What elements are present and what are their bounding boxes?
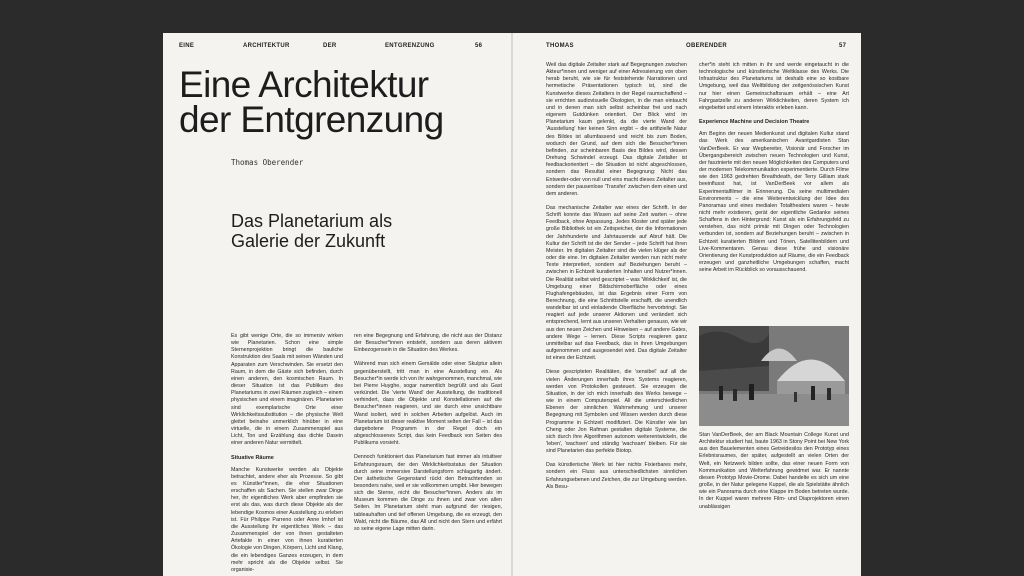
text-column-2 [699, 62, 849, 320]
paragraph: Am Beginn der neuen Medienkunst und digitalen Kultur stand das Werk des amerikanischen Avantgardisten Stan VanDerBeek. Er war Wegbereiter, Visionär und Forscher im Übergangsbereich zwischen neuen Technologien und Kunst, der faszinierte mit den neuen Möglichkeiten des Computers und der modernen Telekommunikation experimentierte. Durch Filme wie den 1963 gedrehten Breathdeath, der Terry Gilliam stark beeinflusst hat, ist VanDerBeek vor allem als Experimentalfilmer in Erinnerung. Da seine multimedialen Environments – die eine Weiterentwicklung der Idee des Panoramas und eines medialen Totaltheaters waren – heute nicht mehr existieren, gerät der eigentliche Gedanke seines Schaffens in den Hintergrund: Kunst als ein Erfahrungsfeld zu verstehen, das nicht primär mit Dingen oder Technologien verbunden ist, sondern auf Beziehungen beruht – zwischen in Echtzeit kuratierten Bildern und Tönen, Satellitenbildern und Live-Kommentaren. Genau diese frühe und visionäre Orientierung der Kunstproduktion auf Räume, die ein Feedback erzeugen und ganzheitliche Umgebungen schaffen, macht seine Arbeit im Rückblick so vorausschauend. [699, 131, 849, 274]
paragraph: Stan VanDerBeek, der am Black Mountain College Kunst und Architektur studiert hat, baute 1963 in Stony Point bei New York aus den Bauelementen eines Getreidesilos den Prototyp eines Erlebnisraumes, der später, aufgestellt an vielen Orten der Welt, ein Netzwerk bilden sollte, das einer neuen Form von Kommunikation und Welterfahrung gewidmet war. Er nannte diesen Prototyp Movie-Drome. Dabei handelte es sich um eine große, in der Natur gelegene Kuppel, die als Spielstätte ähnlich wie ein Panorama durch eine Klappe im Boden betreten wurde. In der Kuppel waren mehrere Film- und Diaprojektoren einen unablässigen [699, 432, 849, 510]
section-heading: Situative Räume [231, 454, 274, 461]
title-line: Eine Architektur [179, 64, 429, 105]
title-line: der Entgrenzung [179, 99, 444, 140]
article-subtitle [231, 211, 392, 251]
paragraph: Das künstlerische Werk ist hier nichts Fixierbares mehr, sondern ein Fluss aus unterschiedlichsten sinnlichen Erfahrungsebenen und Zeichen, die zur Umgebung werden. Als Besu- [546, 462, 687, 490]
author-name: Thomas Oberender [231, 158, 304, 167]
paragraph: Während man sich einem Gemälde oder einer Skulptur allein gegenüberstellt, tritt man in eine Ausstellung ein. Als Besucher*in werde ich von ihr wahrgenommen, manchmal, wie bei Pierre Huyghe, sogar namentlich begrüßt und als Gast verkündet. Die 'vierte Wand' der Ausstellung, die traditionell verhindert, dass die Objekte und Konstellationen auf die Besucher*innen reagieren, und sie durch eine unsichtbare Wand isoliert, wird in solchen Arbeiten aufgelöst. Auch im Planetarium ist dieser reaktive Moment selten der Fall – ist das dargebotene Programm in der Regel doch ein abgeschlossenes Script, das kein Feedback von Seiten des Publikums vorsieht. [354, 361, 502, 447]
text-column-2 [354, 333, 502, 576]
subtitle-line: Galerie der Zukunft [231, 231, 386, 251]
running-head-word: ENTGRENZUNG [385, 43, 435, 49]
paragraph: Das mechanische Zeitalter war eines der Schrift. In der Schrift konnte das Wissen auf seine Zeit warten – ohne Feedback, ohne Anpassung. Jedes Kloster und später jede große Bibliothek ist ein Zeitspeicher, der die Informationen der Jahrhunderte und Jahrtausende auf Abruf hält. Die Kultur der Schrift ist die der Sender – jede Schrift hat ihren Meister. Im digitalen Zeitalter sind die vielen klüger als der oder die eine. Im digitalen Zeitalter werden nun nicht mehr Texte interpretiert, sondern auf Beziehungen beruht – zwischen in Echtzeit kuratierten Inhalten und Nutzer*innen. Die Realität selbst wird gescriptet – was 'Wirklichkeit' ist, die Umgebung einer Bildschirmoberfläche oder eines Flughafengebäudes, ist das Ergebnis einer Form von Berechnung, die eine Schnittstelle erschafft, die unendlich wandelbar ist und einladende Oberfläche hervorbringt. Sie reagiert auf jede unserer Aktionen und verändert sich entsprechend, lernt aus unseren Verhalten genauso, wie wir aus den neuen Zeichen und Hinweisen – auf andere Gates, andere Wege – lernen. Diese Scripts reagieren ganz unmittelbar auf das Feedback, das in ihren Umgebungen aufgenommen und ausgesendet wird. Das digitale Zeitalter ist eines der Echtzeit. [546, 204, 687, 362]
paragraph: Manche Kunstwerke werden als Objekte betrachtet, andere eher als Prozesse. So gibt es Künstler*innen, die eher Situationen erschaffen als Sachen. Sie stellen zwar Dinge her, ihr eigentliches Werk aber empfinden sie erst als das, was durch diese Objekte als der lebendige Kosmos einer Ausstellung zu erleben ist. Für Philippe Parreno oder Anne Imhof ist die Ausstellung ihr eigentliches Werk – das Zusammenspiel der von ihnen gestalteten Artefakte in einer von ihnen kuratierten Ökologie von Dingen, Körpern, Licht und Klang, die ein lebendiges Ganzes erzeugen, in dem mehr spricht als die Objekte selbst. Sie organisie- [231, 466, 343, 573]
page-number: 56 [475, 43, 483, 49]
section-heading: Experience Machine und Decision Theatre [699, 119, 810, 126]
text-column-1 [231, 333, 343, 576]
photo-illustration [699, 326, 849, 426]
running-head-word: DER [323, 43, 337, 49]
archival-photo [699, 326, 849, 426]
paragraph: Dennoch funktioniert das Planetarium fast immer als intuitiver Erfahrungsraum, der den Wirklichkeitsstatus der Situation durch seine immersive Darstellungsform schlagartig ändert. Der ästhetische Gegenstand rückt den Betrachtenden so besonders nahe, weil er sie vollkommen umgibt. Hier bewegen sich die Sterne, nicht die Besucher*innen. Anders als im Museum kommen die Dinge zu ihnen und zwar von allen Seiten. Im Planetarium steht man aufgrund der riesigen, tableauhaften und tief offenen Umgebung, die es erzeugt, den Wald, nicht die Bäume, das All und nicht den Stern und erfährt so seine eigene Lage mitten darin. [354, 454, 502, 532]
running-head-word: THOMAS [546, 43, 574, 49]
running-head-word: ARCHITEKTUR [243, 43, 290, 49]
running-head-word: EINE [179, 43, 195, 49]
article-title [179, 64, 509, 140]
page-number: 57 [839, 43, 847, 49]
subtitle-line: Das Planetarium als [231, 211, 393, 231]
paragraph: cher*in steht ich mitten in ihr und werde eingetaucht in die technologische und künstlerische Weltklasse des Werks. Die Infrastruktur des Planetariums ist deshalb eine so kostbare Umgebung, weil das Weltbildung der zeitgenössischen Kunst nur hier einen Gemeinschaftsraum erhält – eine Art Fahrgastzelle zu anderen Wirklichkeiten, deren System ich eingebettet und einem Interaktiv erleben kann. [699, 62, 849, 111]
text-column-1 [546, 62, 687, 576]
paragraph: ren eine Begegnung und Erfahrung, die nicht aus der Distanz der Besucher*innen entsteht, sondern aus deren aktivem Einbezogensein in die Situation des Werkes. [354, 333, 502, 354]
paragraph: Weil das digitale Zeitalter stark auf Begegnungen zwischen Akteur*innen und weniger auf einer Adressierung von oben herab beruht, wie sie für feststehende Narrationen und hermetische Präsentationen typisch ist, sind die Kunstwerke dieses Zeitalters in der Regel raumschaffend – sie errichten audiovisuelle Ökologien, in die man eintaucht und in denen man sich selbst scheinbar frei und nach eigenem Gutdünken orientiert. Der Blick wird im Planetarium kaum gelenkt, da die vierte Wand der 'Ausstellung' hier keinen Sinn ergibt – die artifizielle Natur des Bildes ist allumfassend und reicht bis zum Boden, wodurch der Grund, auf dem sich die Besucher*innen befinden, zur scheinbaren Basis des Bildes wird, dessen Drehung Schwindel erzeugt. Das digitale Zeitalter ist feedbackorientiert – die Situation ist nicht abgeschlossen, sondern das Resultat einer Begegnung: Nicht das Entweder-oder von null und eins macht dieses Zeitalter aus, sondern der pausenlose 'Transfer' zwischen dem einen und dem anderen. [546, 62, 687, 197]
text-column-2-continued [699, 432, 849, 576]
paragraph: Diese gescripteten Realitäten, die 'sensibel' auf all die vielen Änderungen innerhalb ihres Systems reagieren, werden von Protokollen gesteuert. Sie erzeugen die Situation, in der ich mich innerhalb des Werks bewege – wie in einem Computerspiel. All die unterschiedlichen Ebenen der sinnlichen Wahrnehmung und unserer Begegnung mit Symbolen und Wissen werden durch diese Programme in Echtzeit modifiziert. Die Künstler wie Ian Cheng oder Jon Rafman gestalten digitale Systeme, die sich durch ihre Algorithmen autonom weiterentwickeln, die 'leben', 'wachsen' und ständig 'wachsam' bleiben. Für sie sind Planetarien das perfekte Biotop. [546, 369, 687, 455]
right-page [513, 33, 861, 576]
running-head-word: OBERENDER [686, 43, 728, 49]
paragraph: Es gibt wenige Orte, die so immersiv wirken wie Planetarien. Schon eine simple Sternenprojektion bringt die bauliche Konstruktion des Saals mit seinen Wänden und Apparaten zum Verschwinden. Sie ersetzt den Raum, in dem die Gäste sich befinden, durch einen anderen, den kosmischen Raum. In dieser Situation ist das Publikum des Planetariums in zwei Räumen zugleich – einem physischen und einem imaginären. Planetarien sind exemplarische Orte einer Wirklichkeitssubstitution – die physische Welt gleitet beinahe unmerklich hinüber in eine virtuelle, die in einem Zusammenspiel aus Licht, Ton und Erzählung das dichte Dasein einer anderen Natur vermittelt. [231, 333, 343, 447]
left-page [163, 33, 511, 576]
